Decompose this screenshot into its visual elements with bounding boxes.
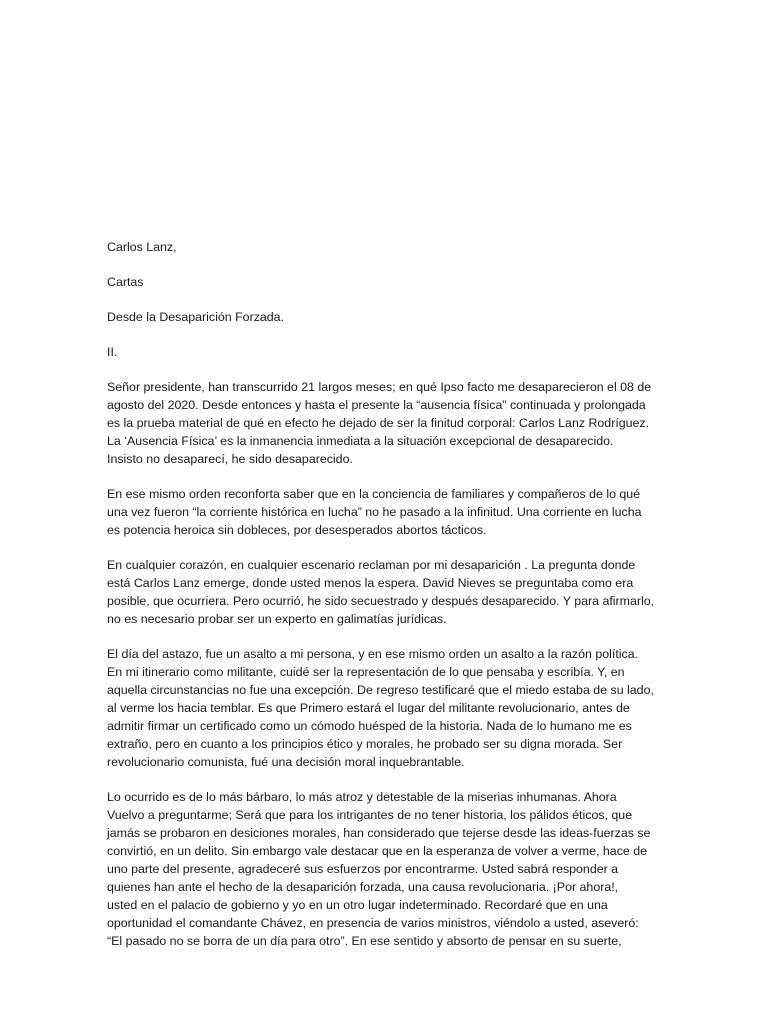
paragraph-line: En ese mismo orden reconforta saber que en la conciencia de familiares y compañeros de lo qué: [107, 487, 641, 501]
paragraph-line: posible, que ocurriera. Pero ocurrió, he sido secuestrado y después desaparecido. Y para afirmarlo,: [107, 594, 655, 608]
paragraph-4: [107, 645, 669, 771]
paragraph-line: En cualquier corazón, en cualquier escenario reclaman por mi desaparición . La pregunta donde: [107, 558, 636, 572]
paragraph-line: no es necesario probar ser un experto en galimatías jurídicas.: [107, 612, 447, 626]
paragraph-line: una vez fueron “la corriente histórica en lucha” no he pasado a la infinitud. Una corriente en lucha: [107, 505, 642, 519]
letter-subtitle: Desde la Desaparición Forzada.: [107, 310, 285, 324]
paragraph-line: aquella circunstancias no fue una excepción. De regreso testificaré que el miedo estaba de su lado,: [107, 683, 654, 697]
author-line: Carlos Lanz,: [107, 240, 177, 254]
paragraph-5: [107, 788, 669, 950]
paragraph-2: [107, 485, 669, 539]
paragraph-line: La ‘Ausencia Física’ es la inmanencia inmediata a la situación excepcional de desaparecido.: [107, 434, 614, 448]
paragraph-line: jamás se probaron en desiciones morales, han considerado que tejerse desde las ideas-fuerzas se: [107, 826, 651, 840]
paragraph-line: es potencia heroica sin dobleces, por desesperados abortos tácticos.: [107, 523, 487, 537]
paragraph-line: En mi itinerario como militante, cuidé ser la representación de lo que pensaba y escribía. Y, en: [107, 665, 625, 679]
paragraph-line: convirtió, en un delito. Sin embargo vale destacar que en la esperanza de volver a verme, hace de: [107, 844, 648, 858]
paragraph-line: Insisto no desaparecí, he sido desaparecido.: [107, 452, 353, 466]
collection-title: Cartas: [107, 275, 144, 289]
paragraph-line: al verme los hacia temblar. Es que Primero estará el lugar del militante revolucionario, antes de: [107, 701, 630, 715]
paragraph-line: uno parte del presente, agradeceré sus esfuerzos por encontrarme. Usted sabrá responder a: [107, 862, 619, 876]
paragraph-1: [107, 378, 669, 468]
letter-body: [107, 238, 669, 967]
paragraph-line: oportunidad el comandante Chávez, en presencia de varios ministros, viéndolo a usted, aseveró:: [107, 916, 639, 930]
paragraph-line: admitir firmar un certificado como un cómodo huésped de la historia. Nada de lo humano me es: [107, 719, 632, 733]
section-number: II.: [107, 345, 118, 359]
paragraph-line: Lo ocurrido es de lo más bárbaro, lo más atroz y detestable de la miserias inhumanas. Ahora: [107, 790, 617, 804]
paragraph-line: “El pasado no se borra de un día para otro”. En ese sentido y absorto de pensar en su suerte,: [107, 934, 622, 948]
paragraph-3: [107, 556, 669, 628]
paragraph-line: Señor presidente, han transcurrido 21 largos meses; en qué Ipso facto me desaparecieron el 08 de: [107, 380, 652, 394]
paragraph-line: está Carlos Lanz emerge, donde usted menos la espera. David Nieves se preguntaba como era: [107, 576, 634, 590]
paragraph-line: quienes han ante el hecho de la desaparición forzada, una causa revolucionaria. ¡Por ahora!,: [107, 880, 619, 894]
paragraph-line: usted en el palacio de gobierno y yo en un otro lugar indeterminado. Recordaré que en una: [107, 898, 608, 912]
paragraph-line: agosto del 2020. Desde entonces y hasta el presente la “ausencia física” continuada y prolongada: [107, 398, 646, 412]
paragraph-line: Vuelvo a preguntarme; Será que para los intrigantes de no tener historia, los pálidos éticos, que: [107, 808, 633, 822]
paragraph-line: es la prueba material de qué en efecto he dejado de ser la finitud corporal: Carlos Lanz Rodríguez.: [107, 416, 650, 430]
paragraph-line: revolucionario comunista, fué una decisión moral inquebrantable.: [107, 755, 465, 769]
paragraph-line: El día del astazo, fue un asalto a mi persona, y en ese mismo orden un asalto a la razón política.: [107, 647, 639, 661]
paragraph-line: extraño, pero en cuanto a los principios ético y morales, he probado ser su digna morada. Ser: [107, 737, 623, 751]
